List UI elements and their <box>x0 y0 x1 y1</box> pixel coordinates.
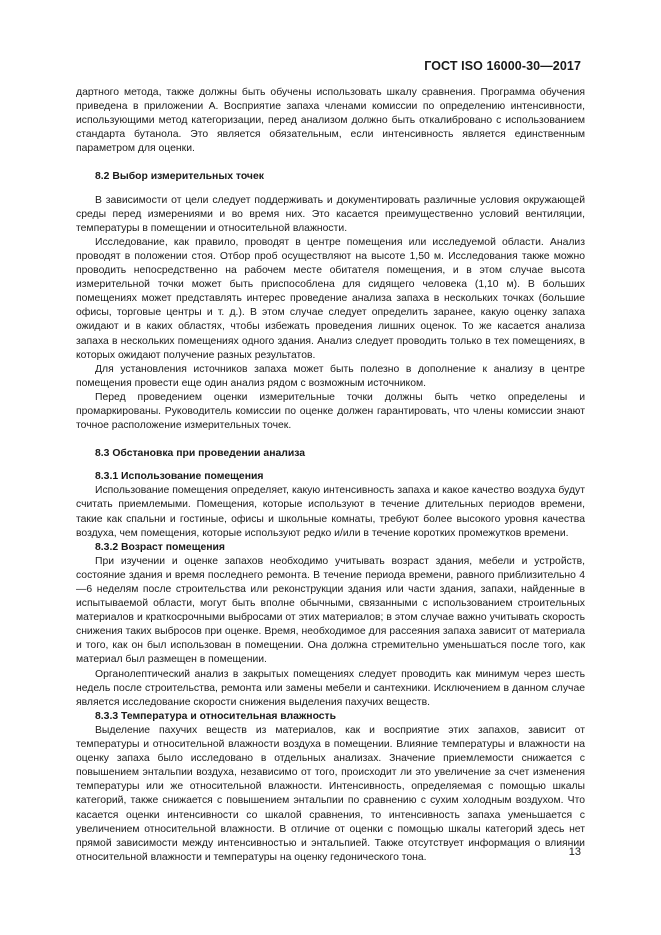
section-8-3-2-heading: 8.3.2 Возраст помещения <box>95 541 225 553</box>
section-8-3-2-paragraph: Органолептический анализ в закрытых помещениях следует проводить как минимум через шесть недель после строительства, ремонта или замены мебели и сантехники. Исключением в данном случае является исследование скорости снижения выделения пахучих веществ. <box>76 668 585 708</box>
document-body <box>76 86 585 865</box>
section-8-3-3-heading: 8.3.3 Температура и относительная влажность <box>95 710 337 722</box>
section-8-3-heading: 8.3 Обстановка при проведении анализа <box>95 448 306 460</box>
page-number: 13 <box>568 846 581 858</box>
section-8-2-paragraph: Для установления источников запаха может быть полезно в дополнение к анализу в центре помещения провести еще один анализ рядом с возможным источником. <box>76 363 585 389</box>
section-8-3-2-paragraph: При изучении и оценке запахов необходимо учитывать возраст здания, мебели и устройств, состояние здания и время последнего ремонта. В течение периода времени, равного приблизительно 4—6 неделям после строительства или реконструкции здания или части здания, запахи, найденные в испытываемой области, могут быть вполне обычными, связанными с использованием строительных материалов и краткосрочными выбросами от этих материалов; в этом случае важно учитывать скорость снижения таких выбросов при оценке. Время, необходимое для рассеяния запаха зависит от материала и того, как он был использован в помещении. Она должна стремительно уменьшаться после того, как материал был размещен в помещении. <box>76 555 585 666</box>
section-8-2-paragraph: Перед проведением оценки измерительные точки должны быть четко определены и промаркированы. Руководитель комиссии по оценке должен гарантировать, что члены комиссии знают точное расположение измерительных точек. <box>76 391 585 432</box>
standard-designation: ГОСТ ISO 16000-30—2017 <box>424 59 581 73</box>
section-8-3-1-heading: 8.3.1 Использование помещения <box>95 471 264 483</box>
intro-paragraph: дартного метода, также должны быть обучены использовать шкалу сравнения. Программа обучения приведена в приложении А. Восприятие запаха членами комиссии по определению интенсивности, использующими метод категоризации, перед анализом должно быть откалибровано с использованием стандарта бутанола. Это является обязательным, если интенсивность является единственным параметром для оценки. <box>76 87 585 155</box>
section-8-2-heading: 8.2 Выбор измерительных точек <box>95 171 264 183</box>
section-8-3-3-paragraph: Выделение пахучих веществ из материалов, как и восприятие этих запахов, зависит от температуры и относительной влажности воздуха в помещении. Влияние температуры и влажности на оценку запаха было исследовано в отдельных анализах. Значение приемлемости снижается с повышением энтальпии воздуха, независимо от того, происходит ли это увеличение за счет изменения температуры или же относительной влажности. Интенсивность, определяемая с помощью шкалы категорий, также снижается с повышением энтальпии по сравнению с сухим холодным воздухом. Что касается оценки интенсивности со шкалой сравнения, то интенсивность запаха уменьшается с увеличением относительной влажности. В отличие от оценки с помощью шкалы категорий здесь нет прямой зависимости между интенсивностью и энтальпией. Также отсутствует информация о влиянии относительной влажности и температуры на оценку гедонического тона. <box>76 724 585 863</box>
section-8-3-1-paragraph: Использование помещения определяет, какую интенсивность запаха и какое качество воздуха будут считать приемлемыми. Помещения, которые используют в течение длительных периодов времени, такие как спальни и гостиные, офисы и школьные комнаты, требуют более высокого уровня качества воздуха, чем помещения, которые используют редко и/или в течение коротких промежутков времени. <box>76 485 585 539</box>
section-8-2-paragraph: В зависимости от цели следует поддерживать и документировать различные условия окружающей среды перед измерениями и во время них. Это касается преимущественно условий вентиляции, температуры в помещении и относительной влажности. <box>76 194 585 234</box>
section-8-2-paragraph: Исследование, как правило, проводят в центре помещения или исследуемой области. Анализ проводят в положении стоя. Отбор проб осуществляют на высоте 1,50 м. Исследования также можно проводить непосредственно на рабочем месте обитателя помещения, и в этом случае высота измерительной точки может быть приспособлена для сидящего человека (1,10 м). В больших помещениях может представлять интерес проведение анализа запаха в нескольких точках (большие офисы, торговые центры и т. д.). В этом случае следует определить заранее, какую оценку запаха ожидают и в каких областях, чтобы избежать проведения лишних оценок. То же касается анализа запаха в нескольких помещениях одного здания. Анализ следует проводить только в тех помещениях, в которых ожидают получение разных результатов. <box>76 236 585 361</box>
